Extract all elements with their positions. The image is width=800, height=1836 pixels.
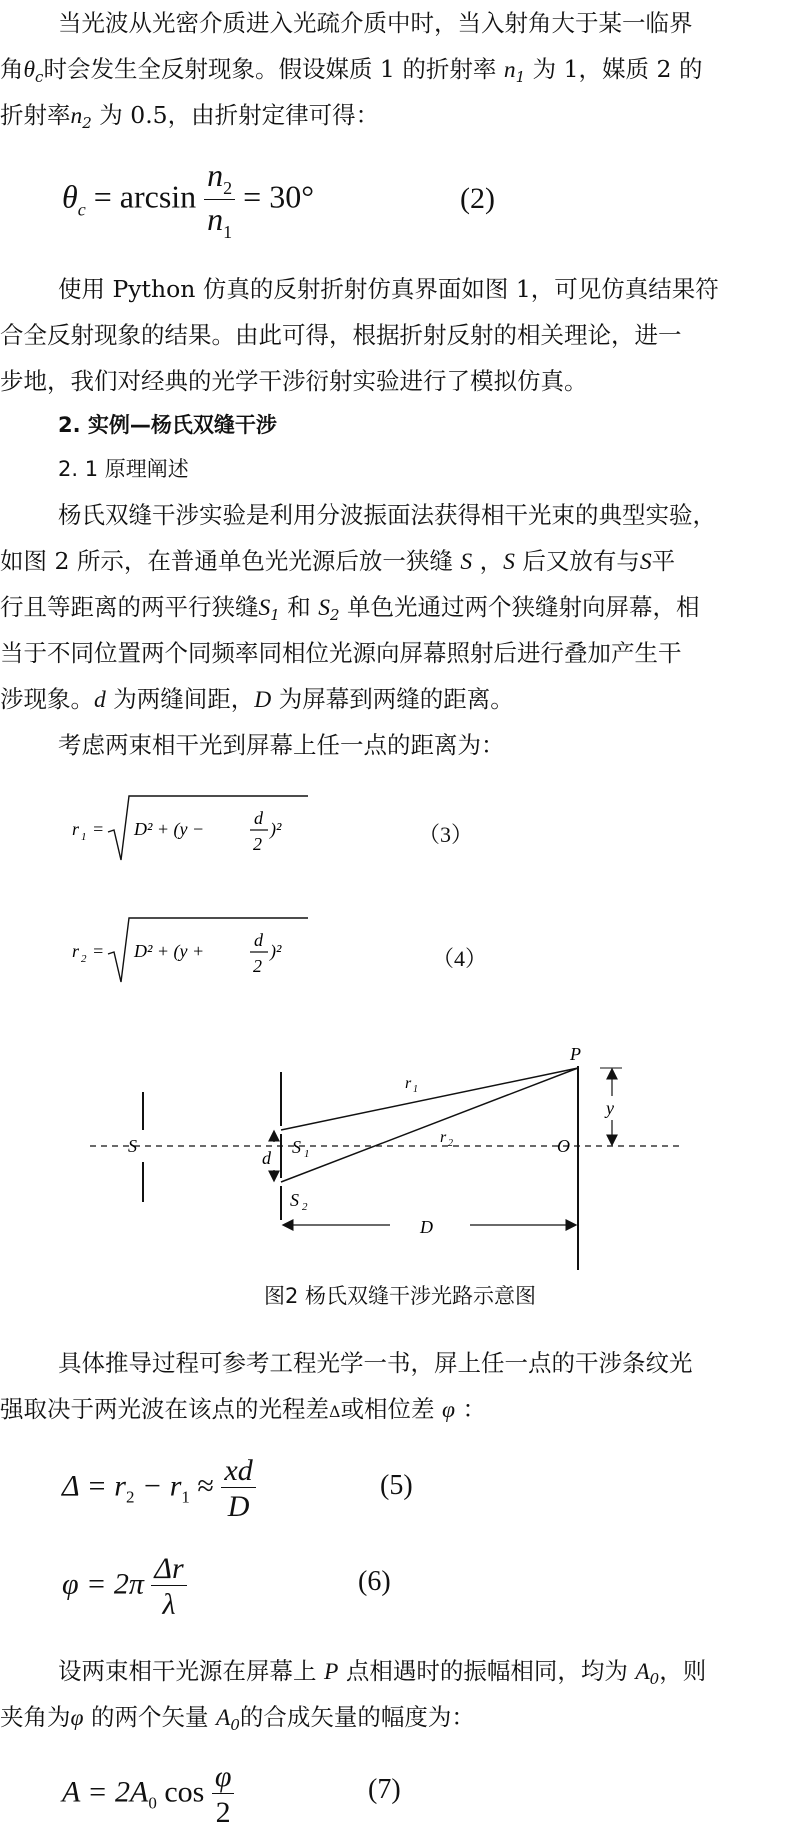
- paragraph-line: [58, 722, 800, 768]
- text: 折射率: [0, 101, 71, 129]
- section-heading: 2. 实例—杨氏双缝干涉: [58, 413, 277, 437]
- equation-3: [72, 790, 332, 870]
- youngs-double-slit-diagram: [0, 1030, 800, 1270]
- paragraph-line: [0, 538, 800, 585]
- text: 步地，我们对经典的光学干涉衍射实验进行了模拟仿真。: [0, 367, 588, 395]
- paragraph-line: [0, 676, 800, 723]
- subscript: 1: [270, 606, 280, 624]
- symbol-S: S: [503, 549, 515, 575]
- text: 时会发生全反射现象。假设媒质 1 的折射率: [43, 55, 497, 83]
- label-d: d: [262, 1148, 271, 1168]
- fraction: [204, 158, 235, 243]
- paragraph-line: [58, 1340, 800, 1386]
- text: 合全反射现象的结果。由此可得，根据折射反射的相关理论，进一: [0, 321, 682, 349]
- label-r1-sub: 1: [413, 1084, 418, 1095]
- eq-equals: =: [92, 941, 105, 961]
- text: 或相位差: [340, 1395, 435, 1423]
- text: 为 1，媒质 2 的: [532, 55, 703, 83]
- eq-text: A = 2A: [62, 1775, 149, 1809]
- symbol-theta: θ: [23, 57, 36, 83]
- symbol-S: S: [460, 549, 473, 575]
- symbol-d: d: [94, 687, 106, 713]
- eq-symbol: r: [72, 941, 80, 961]
- eq-subscript: 2: [81, 953, 87, 965]
- eq-text: Δ = r: [62, 1469, 126, 1503]
- text: 夹角为: [0, 1703, 71, 1731]
- eq-denominator: λ: [162, 1588, 176, 1621]
- eq-subscript: 0: [148, 1793, 157, 1813]
- equation-2: [62, 158, 314, 243]
- equation-number: （4）: [432, 946, 488, 971]
- eq-denominator: 2: [253, 834, 262, 854]
- equation-number: （3）: [418, 822, 474, 847]
- paragraph-line: [58, 0, 800, 46]
- text: 为屏幕到两缝的距离。: [278, 685, 514, 713]
- text: 的合成矢量的幅度为：: [239, 1703, 475, 1731]
- eq-symbol: r: [72, 819, 80, 839]
- label-r2: r: [440, 1129, 447, 1146]
- eq-text: φ = 2π: [62, 1567, 144, 1601]
- text: 使用 Python 仿真的反射折射仿真界面如图 1，可见仿真结果符: [58, 275, 719, 303]
- text: 强取决于两光波在该点的光程差: [0, 1395, 329, 1423]
- paragraph-line: [0, 630, 800, 676]
- paragraph-line: [58, 266, 800, 312]
- subscript: 2: [82, 114, 92, 132]
- eq-numerator: Δr: [151, 1552, 186, 1586]
- label-S2: S: [290, 1190, 299, 1210]
- text: ，则: [659, 1657, 707, 1685]
- eq-symbol: n: [207, 157, 224, 193]
- subscript: 2: [330, 606, 340, 624]
- eq-symbol: n: [207, 200, 224, 237]
- symbol-phi: φ: [442, 1397, 456, 1423]
- subscript: 0: [230, 1716, 240, 1734]
- eq-text: = 30°: [243, 178, 315, 215]
- equation-number: (2): [460, 182, 495, 215]
- text: 为两缝间距，: [113, 685, 255, 713]
- symbol-S2: S: [318, 595, 331, 621]
- subscript: c: [35, 68, 44, 86]
- equation-4: [72, 912, 332, 992]
- label-S: S: [128, 1136, 137, 1156]
- paragraph-line: [0, 1694, 800, 1748]
- eq-subscript: 1: [223, 221, 233, 242]
- text: 行且等距离的两平行狭缝: [0, 593, 259, 621]
- eq-subscript: 1: [181, 1487, 190, 1507]
- equation-number: (5): [380, 1470, 413, 1501]
- symbol-phi: φ: [70, 1705, 84, 1731]
- equation-5: [62, 1454, 256, 1523]
- ray-r2: [281, 1068, 578, 1182]
- fraction: [221, 1454, 255, 1523]
- paragraph-line: [58, 492, 800, 538]
- text: 具体推导过程可参考工程光学一书，屏上任一点的干涉条纹光: [58, 1349, 693, 1377]
- symbol-A: A: [215, 1705, 231, 1731]
- text: 考虑两束相干光到屏幕上任一点的距离为：: [58, 731, 505, 759]
- eq-text: D² + (y −: [134, 819, 205, 839]
- label-r2-sub: 2: [448, 1138, 453, 1149]
- text: 后又放有与: [522, 547, 640, 575]
- eq-symbol: θ: [62, 178, 78, 215]
- text: 单色光通过两个狭缝射向屏幕，相: [347, 593, 700, 621]
- eq-subscript: 1: [81, 831, 87, 843]
- paragraph-line: [0, 1386, 800, 1435]
- equation-number: (7): [368, 1774, 401, 1805]
- label-D: D: [420, 1217, 433, 1237]
- eq-text: − r: [134, 1469, 182, 1503]
- symbol-S1: S: [258, 595, 271, 621]
- eq-subscript: 2: [223, 178, 233, 198]
- eq-subscript: c: [77, 199, 86, 220]
- fraction: [151, 1552, 186, 1621]
- symbol-n: n: [70, 103, 83, 129]
- equation-6: [62, 1552, 187, 1621]
- fraction: [212, 1760, 235, 1829]
- eq-denominator: 2: [215, 1796, 231, 1829]
- label-S2-sub: 2: [302, 1201, 308, 1213]
- text: 点相遇时的振幅相同，均为: [345, 1657, 628, 1685]
- label-O: O: [557, 1136, 570, 1156]
- label-P: P: [570, 1044, 581, 1064]
- ray-r1: [281, 1068, 578, 1130]
- text: 设两束相干光源在屏幕上: [58, 1657, 317, 1685]
- figure-caption: 图2 杨氏双缝干涉光路示意图: [263, 1284, 537, 1308]
- eq-subscript: 2: [125, 1487, 135, 1507]
- text: 为 0.5，由折射定律可得：: [99, 101, 380, 129]
- subscript: 0: [649, 1670, 660, 1688]
- eq-text: D² + (y +: [134, 941, 205, 961]
- paragraph-line: [0, 312, 800, 358]
- text: 当光波从光密介质进入光疏介质中时，当入射角大于某一临界: [58, 9, 693, 37]
- text: 如图 2 所示，在普通单色光光源后放一狭缝: [0, 547, 453, 575]
- eq-text: cos: [156, 1775, 205, 1809]
- equation-number: (6): [358, 1566, 391, 1597]
- text: ：: [462, 1395, 487, 1423]
- text: 和: [287, 593, 311, 621]
- eq-equals: =: [92, 819, 105, 839]
- text: 涉现象。: [0, 685, 94, 713]
- eq-text: = arcsin: [85, 178, 197, 215]
- eq-text: ≈: [189, 1469, 222, 1503]
- text: 角: [0, 55, 24, 83]
- eq-numerator: φ: [212, 1760, 235, 1794]
- symbol-P: P: [323, 1659, 339, 1685]
- label-S1-sub: 1: [304, 1148, 310, 1160]
- label-r1: r: [405, 1075, 412, 1092]
- eq-numerator: d: [254, 930, 263, 950]
- eq-numerator: d: [254, 808, 263, 828]
- text: 杨氏双缝干涉实验是利用分波振面法获得相干光束的典型实验，: [58, 501, 716, 529]
- symbol-n: n: [503, 57, 516, 83]
- eq-denominator: D: [227, 1490, 250, 1523]
- label-S1: S: [292, 1137, 301, 1157]
- eq-numerator: xd: [221, 1454, 255, 1488]
- text: 的两个矢量: [91, 1703, 209, 1731]
- symbol-S: S: [639, 549, 652, 575]
- subscript: 1: [515, 68, 526, 86]
- text: ，: [479, 547, 504, 575]
- subsection-heading: 2. 1 原理阐述: [58, 457, 189, 481]
- eq-text: )²: [270, 819, 282, 839]
- text: 当于不同位置两个同频率同相位光源向屏幕照射后进行叠加产生干: [0, 639, 682, 667]
- eq-text: )²: [270, 941, 282, 961]
- symbol-D: D: [254, 687, 272, 713]
- paragraph-line: [0, 358, 800, 404]
- text: 平: [651, 547, 676, 575]
- paragraph-line: [0, 92, 800, 146]
- label-y: y: [606, 1098, 614, 1118]
- symbol-delta: Δ: [329, 1402, 341, 1421]
- eq-denominator: 2: [253, 956, 262, 976]
- equation-7: [62, 1760, 234, 1829]
- symbol-A: A: [635, 1659, 650, 1685]
